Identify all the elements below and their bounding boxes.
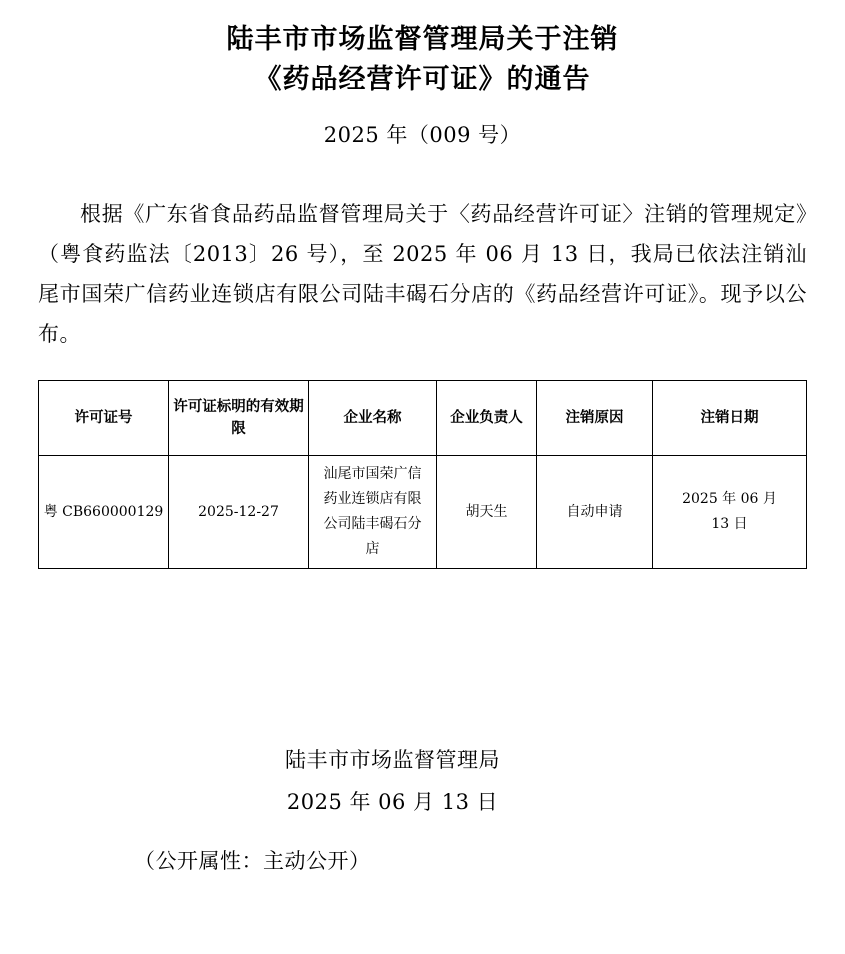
disclosure-attribute: （公开属性：主动公开） (134, 849, 371, 873)
table-header-valid-until: 许可证标明的有效期限 (169, 381, 309, 456)
title-line-1: 陆丰市市场监督管理局关于注销 (226, 24, 619, 55)
signature-block (38, 739, 807, 823)
cell-license-no: 粤 CB660000129 (39, 456, 169, 569)
document-number: 2025 年（009 号） (323, 123, 522, 147)
cell-reason: 自动申请 (537, 456, 653, 569)
cancellation-table (38, 380, 807, 569)
table-header-company: 企业名称 (309, 381, 437, 456)
cell-valid-until: 2025-12-27 (169, 456, 309, 569)
page-title (38, 20, 807, 100)
signature-organization: 陆丰市市场监督管理局 (285, 748, 500, 772)
cell-date-text: 2025 年 06 月 13 日 (682, 491, 777, 532)
title-line-2: 《药品经营许可证》的通告 (254, 64, 591, 95)
signature-date: 2025 年 06 月 13 日 (286, 790, 499, 814)
table-header-reason: 注销原因 (537, 381, 653, 456)
table-header-license-no: 许可证号 (39, 381, 169, 456)
body-paragraph: 根据《广东省食品药品监督管理局关于〈药品经营许可证〉注销的管理规定》（粤食药监法〔2013〕26 号），至 2025 年 06 月 13 日，我局已依法注销汕尾市国荣广信药业连锁店有限公司陆丰碣石分店的《药品经营许可证》。现予以公布。 (38, 202, 807, 346)
cell-company-text: 汕尾市国荣广信药业连锁店有限公司陆丰碣石分店 (323, 466, 422, 557)
table-row (39, 456, 807, 569)
table-header-date: 注销日期 (653, 381, 807, 456)
table-header-principal: 企业负责人 (437, 381, 537, 456)
cell-date (653, 456, 807, 569)
cell-principal: 胡天生 (437, 456, 537, 569)
table-header-row (39, 381, 807, 456)
cell-company (309, 456, 437, 569)
